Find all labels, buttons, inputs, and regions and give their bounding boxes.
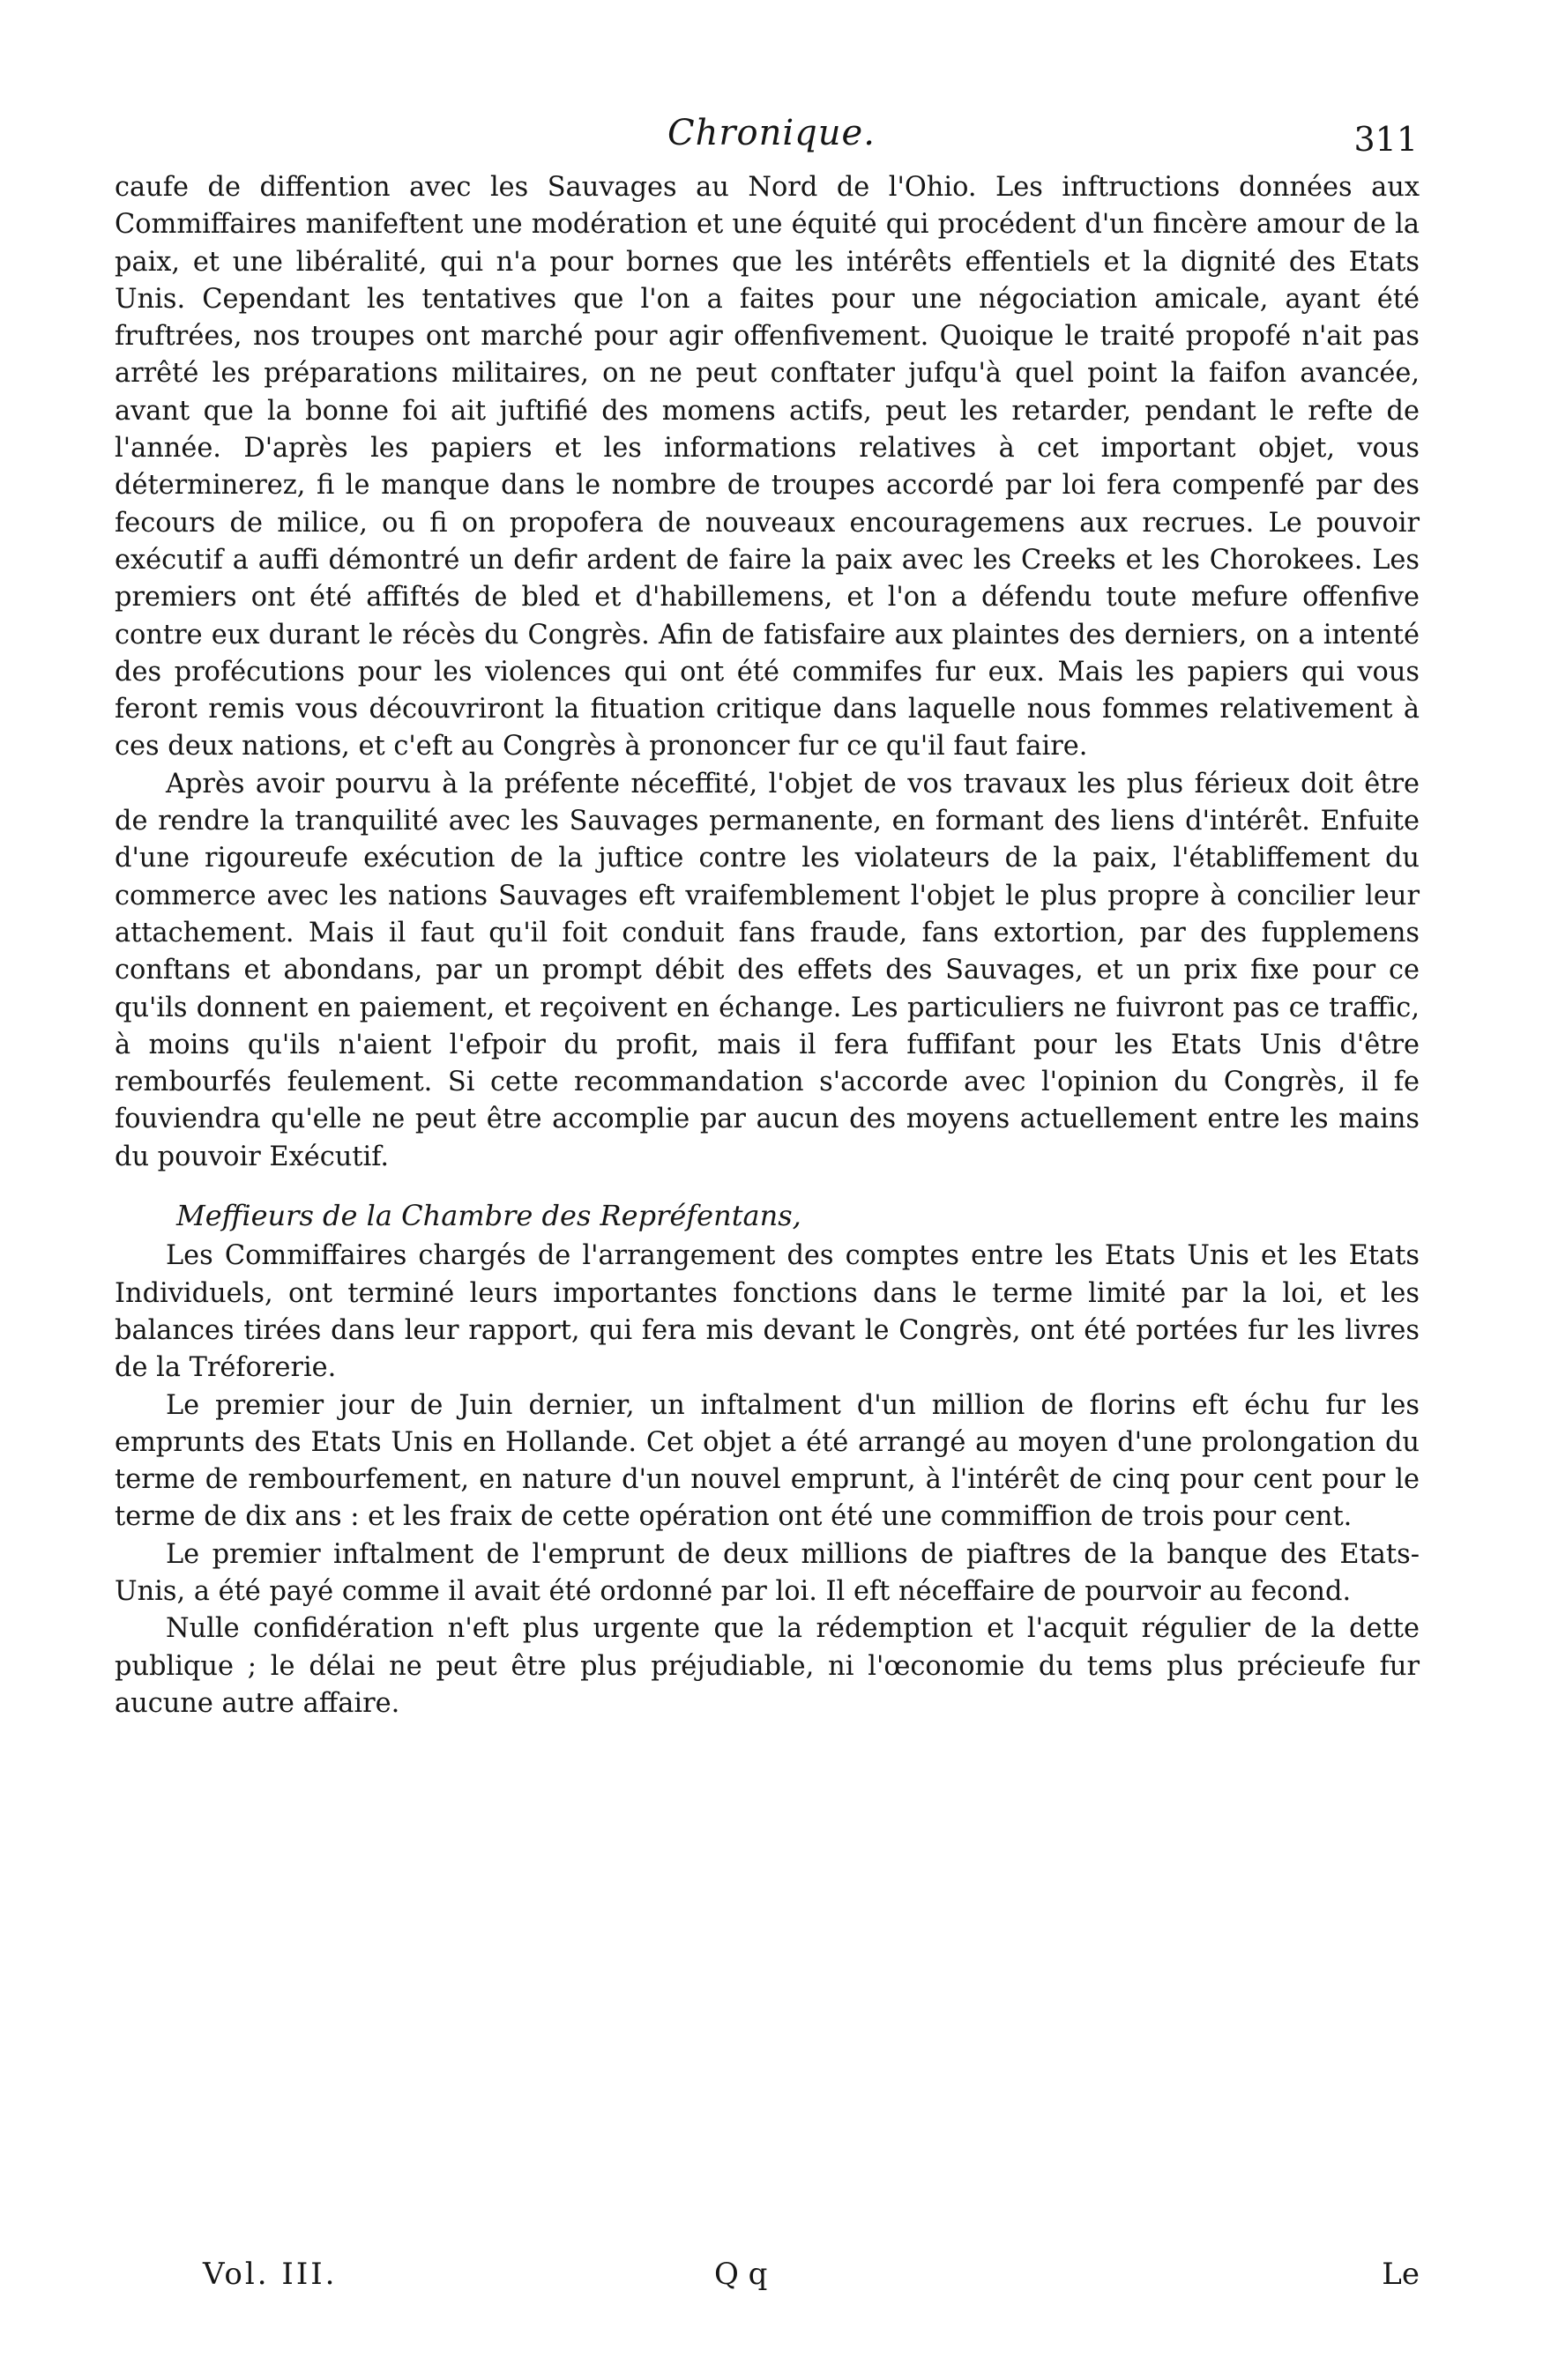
- page-footer: [203, 2257, 1420, 2301]
- page-number: 311: [1353, 120, 1418, 159]
- signature-mark: Q q: [714, 2257, 768, 2292]
- volume-label: Vol. III.: [203, 2257, 338, 2292]
- salutation: Meffieurs de la Chambre des Repréfentans,: [176, 1199, 801, 1233]
- paragraph: Le premier inftalment de l'emprunt de deux millions de piaftres de la banque des Etats-Unis, a été payé comme il avait été ordonné par loi. Il eft néceffaire de pourvoir au fecond.: [115, 1538, 1420, 1607]
- paragraph: Le premier jour de Juin dernier, un inftalment d'un million de florins eft échu fur les emprunts des Etats Unis en Hollande. Cet objet a été arrangé au moyen d'une prolongation du terme de rembourfement, en nature d'un nouvel emprunt, à l'intérêt de cinq pour cent pour le terme de dix ans : et les fraix de cette opération ont été une commiffion de trois pour cent.: [115, 1389, 1420, 1533]
- page-body: [115, 169, 1420, 1722]
- paragraph: caufe de diffention avec les Sauvages au Nord de l'Ohio. Les inftructions données aux Commiffaires manifeftent une modération et une équité qui procédent d'un fincère amour de la paix, et une libéralité, qui n'a pour bornes que les intérêts effentiels et la dignité des Etats Unis. Cependant les tentatives que l'on a faites pour une négociation amicale, ayant été fruftrées, nos troupes ont marché pour agir offenfivement. Quoique le traité propofé n'ait pas arrêté les préparations militaires, on ne peut conftater jufqu'à quel point la faifon avancée, avant que la bonne foi ait juftifié des momens actifs, peut les retarder, pendant le refte de l'année. D'après les papiers et les informations relatives à cet important objet, vous déterminerez, fi le manque dans le nombre de troupes accordé par loi fera compenfé par des fecours de milice, ou fi on propofera de nouveaux encouragemens aux recrues. Le pouvoir exécutif a auffi démontré un defir ardent de faire la paix avec les Creeks et les Chorokees. Les premiers ont été affiftés de bled et d'habillemens, et l'on a défendu toute mefure offenfive contre eux durant le récès du Congrès. Afin de fatisfaire aux plaintes des derniers, on a intenté des profécutions pour les violences qui ont été commifes fur eux. Mais les papiers qui vous feront remis vous découvriront la fituation critique dans laquelle nous fommes relativement à ces deux nations, et c'eft au Congrès à prononcer fur ce qu'il faut faire.: [115, 172, 1420, 762]
- paragraph: Nulle confidération n'eft plus urgente que la rédemption et l'acquit régulier de la dette publique ; le délai ne peut être plus préjudiable, ni l'œconomie du tems plus précieufe fur aucune autre affaire.: [115, 1613, 1420, 1719]
- page-header: [115, 113, 1428, 166]
- catchword: Le: [1382, 2257, 1420, 2292]
- paragraph: Les Commiffaires chargés de l'arrangement des comptes entre les Etats Unis et les Etats Individuels, ont terminé leurs importantes fonctions dans le terme limité par la loi, et les balances tirées dans leur rapport, qui fera mis devant le Congrès, ont été portées fur les livres de la Tréforerie.: [115, 1240, 1420, 1384]
- running-title: Chronique.: [667, 113, 876, 153]
- paragraph: Après avoir pourvu à la préfente néceffité, l'objet de vos travaux les plus férieux doit être de rendre la tranquilité avec les Sauvages permanente, en formant des liens d'intérêt. Enfuite d'une rigoureufe exécution de la juftice contre les violateurs de la paix, l'établiffement du commerce avec les nations Sauvages eft vraifemblement l'objet le plus propre à concilier leur attachement. Mais il faut qu'il foit conduit fans fraude, fans extortion, par des fupplemens conftans et abondans, par un prompt débit des effets des Sauvages, et un prix fixe pour ce qu'ils donnent en paiement, et reçoivent en échange. Les particuliers ne fuivront pas ce traffic, à moins qu'ils n'aient l'efpoir du profit, mais il fera fuffifant pour les Etats Unis d'être rembourfés feulement. Si cette recommandation s'accorde avec l'opinion du Congrès, il fe fouviendra qu'elle ne peut être accomplie par aucun des moyens actuellement entre les mains du pouvoir Exécutif.: [115, 768, 1420, 1172]
